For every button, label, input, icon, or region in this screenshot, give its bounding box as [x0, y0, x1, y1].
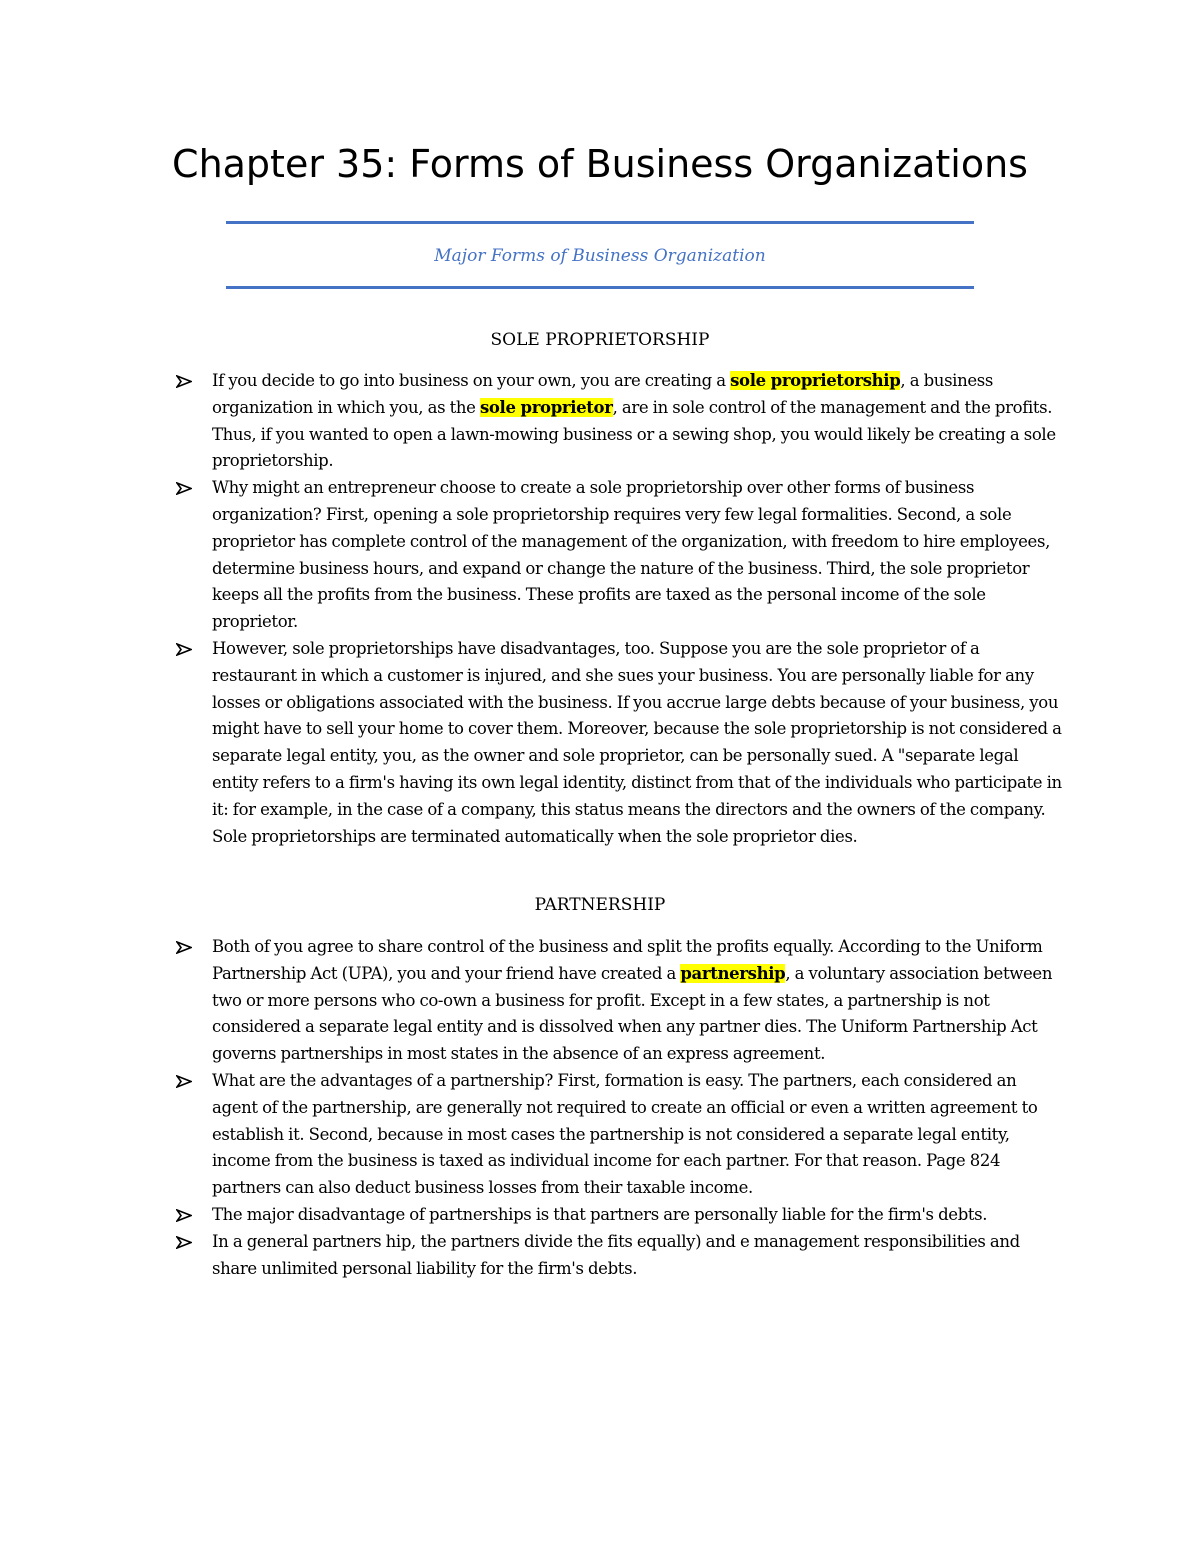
item-text: The major disadvantage of partnerships is that partners are personally liable for the firm's debts.: [212, 1204, 988, 1224]
subtitle-top-rule: [226, 221, 974, 224]
item-text: , a voluntary association between two or more persons who co-own a business for profit. Except in a few states, a partnership is not considered a separate legal entity and is dissolved when any partner dies. The Uniform Partnership Act governs partnerships in most states in the absence of an express agreement.: [212, 963, 1053, 1064]
arrowhead-bullet-icon: [174, 636, 196, 663]
page-subtitle: Major Forms of Business Organization: [434, 246, 766, 266]
item-text: Why might an entrepreneur choose to create a sole proprietorship over other forms of business organization? First, opening a sole proprietorship requires very few legal formalities. Second, a sole proprietor has complete control of the management of the organization, with freedom to hire employees, determine business hours, and expand or change the nature of the business. Third, the sole proprietor keeps all the profits from the business. These profits are taxed as the personal income of the sole proprietor.: [212, 478, 1050, 632]
highlighted-term: partnership: [680, 963, 786, 983]
list-item: [174, 636, 1064, 850]
section-heading-sole-proprietorship: SOLE PROPRIETORSHIP: [490, 330, 710, 350]
partnership-list: [174, 934, 1064, 1282]
highlighted-term: sole proprietorship: [730, 371, 901, 390]
item-text: If you decide to go into business on your own, you are creating a: [212, 371, 731, 390]
sole-proprietorship-list: [174, 368, 1064, 850]
subtitle-bottom-rule: [226, 286, 974, 289]
item-text: What are the advantages of a partnership? First, formation is easy. The partners, each considered an agent of the partnership, are generally not required to create an official or even a written agreement to establish it. Second, because in most cases the partnership is not considered a separate legal entity, income from the business is taxed as individual income for each partner. For that reason. Page 824 partners can also deduct business losses from their taxable income.: [212, 1070, 1038, 1198]
item-text: , a business organization in which you, as the: [212, 371, 994, 417]
arrowhead-bullet-icon: [174, 934, 196, 961]
list-item: [174, 1068, 1064, 1202]
page-title: Chapter 35: Forms of Business Organizations: [172, 142, 1028, 186]
section-heading-partnership: PARTNERSHIP: [534, 895, 666, 915]
list-item: [174, 475, 1064, 636]
arrowhead-bullet-icon: [174, 1202, 196, 1229]
arrowhead-bullet-icon: [174, 368, 196, 395]
item-text: , are in sole control of the management and the profits. Thus, if you wanted to open a lawn-mowing business or a sewing shop, you would likely be creating a sole proprietorship.: [212, 397, 1056, 471]
item-text: Both of you agree to share control of the business and split the profits equally. According to the Uniform Partnership Act (UPA), you and your friend have created a: [212, 937, 1043, 983]
list-item: [174, 1202, 1064, 1229]
highlighted-term: sole proprietor: [479, 397, 613, 417]
item-text: In a general partners hip, the partners divide the fits equally) and e management responsibilities and share unlimited personal liability for the firm's debts.: [212, 1231, 1020, 1278]
arrowhead-bullet-icon: [174, 1068, 196, 1095]
item-text: However, sole proprietorships have disadvantages, too. Suppose you are the sole proprietor of a restaurant in which a customer is injured, and she sues your business. You are personally liable for any losses or obligations associated with the business. If you accrue large debts because of your business, you might have to sell your home to cover them. Moreover, because the sole proprietorship is not considered a separate legal entity, you, as the owner and sole proprietor, can be personally sued. A "separate legal entity refers to a firm's having its own legal identity, distinct from that of the individuals who participate in it: for example, in the case of a company, this status means the directors and the owners of the company. Sole proprietorships are terminated automatically when the sole proprietor dies.: [212, 638, 1062, 846]
list-item: [174, 1229, 1064, 1283]
list-item: [174, 368, 1064, 475]
list-item: [174, 934, 1064, 1068]
arrowhead-bullet-icon: [174, 475, 196, 502]
arrowhead-bullet-icon: [174, 1229, 196, 1256]
